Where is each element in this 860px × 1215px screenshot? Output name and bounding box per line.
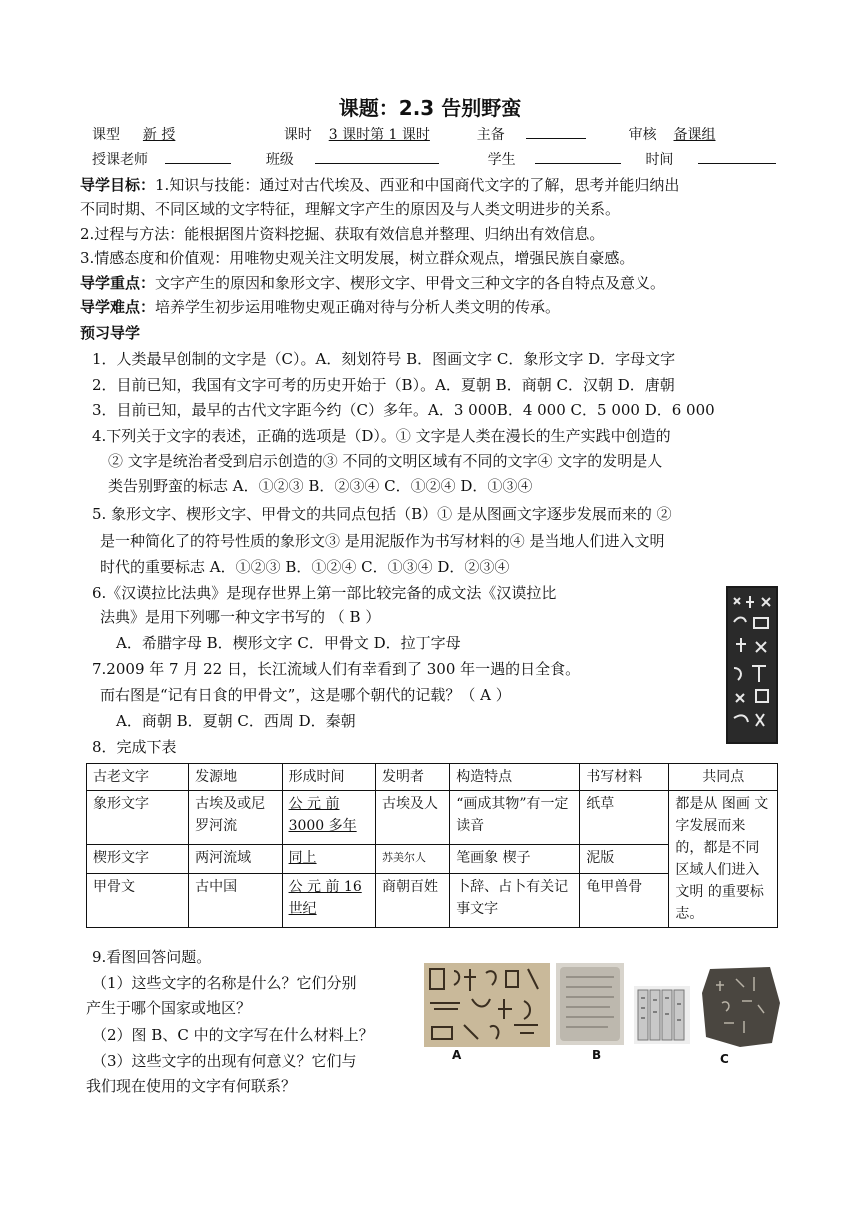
period-label: 课时 — [283, 127, 312, 143]
question-3: 3．目前已知，最早的古代文字距今约（C）多年。A．3 000B．4 000 C．5 000 D．6 000 — [92, 401, 715, 419]
table-header-cell: 形成时间 — [282, 764, 375, 791]
table-cell: 同上 — [282, 844, 375, 874]
question-7-line-1: 7.2009 年 7 月 22 日，长江流域人们有幸看到了 300 年一遇的日全食。 — [92, 660, 581, 678]
table-cell: 苏美尔人 — [376, 844, 450, 874]
question-7-line-2: 而右图是“记有日食的甲骨文”，这是哪个朝代的记载？（ A ） — [100, 686, 511, 704]
question-4-line-1: 4.下列关于文字的表述，正确的选项是（D）。① 文字是人类在漫长的生产实践中创造的 — [92, 427, 671, 445]
common-features-cell: 都是从 图画 文字发展而来的，都是不同区域人们进入 文明 的重要标志。 — [669, 791, 778, 928]
image-caption-a: A — [452, 1048, 462, 1062]
question-5-line-2: 是一种简化了的符号性质的象形文③ 是用泥版作为书写材料的④ 是当地人们进入文明 — [100, 532, 665, 550]
question-6-line-3: A．希腊字母 B．楔形文字 C．甲骨文 D．拉丁字母 — [116, 634, 461, 652]
question-8: 8．完成下表 — [92, 738, 177, 756]
review-label: 审核 — [628, 127, 657, 143]
oracle-bone-image — [726, 586, 778, 744]
meta-row-1 — [92, 124, 716, 144]
preview-heading: 预习导学 — [80, 324, 141, 342]
table-header-row — [87, 764, 778, 791]
table-cell: 古埃及人 — [376, 791, 450, 845]
table-header-cell: 书写材料 — [580, 764, 669, 791]
image-caption-c: C — [720, 1052, 729, 1066]
table-cell: 龟甲兽骨 — [580, 874, 669, 928]
clay-tablet-image — [556, 963, 624, 1045]
question-6-line-2: 法典》是用下列哪一种文字书写的 （ B ） — [100, 608, 381, 626]
class-blank[interactable] — [315, 149, 439, 164]
teacher-label: 授课老师 — [92, 152, 148, 168]
goals-label: 导学目标： — [80, 176, 156, 194]
goals-text-1: 1.知识与技能：通过对古代埃及、西亚和中国商代文字的了解，思考并能归纳出 — [155, 176, 680, 194]
question-9-line-2: 产生于哪个国家或地区？ — [86, 999, 252, 1017]
inscribed-slips-image — [634, 986, 690, 1044]
student-label: 学生 — [487, 152, 516, 168]
meta-row-2 — [92, 149, 776, 169]
class-label: 班级 — [265, 152, 294, 168]
type-label: 课型 — [92, 127, 120, 143]
period-value: 3 课时第 1 课时 — [328, 127, 430, 143]
table-cell: 古埃及或尼罗河流 — [189, 791, 282, 845]
goals-line-1 — [80, 174, 780, 197]
hieroglyph-image — [424, 963, 550, 1047]
question-2: 2．目前已知，我国有文字可考的历史开始于（B）。A．夏朝 B．商朝 C．汉朝 D．唐朝 — [92, 376, 675, 394]
question-4-line-3: 类告别野蛮的标志 A．①②③ B．②③④ C．①②④ D．①③④ — [108, 477, 533, 495]
difficulties — [80, 296, 780, 319]
difficulties-text: 培养学生初步运用唯物史观正确对待与分析人类文明的传承。 — [155, 298, 561, 316]
question-5-line-1: 5. 象形文字、楔形文字、甲骨文的共同点包括（B）① 是从图画文字逐步发展而来的 ② — [92, 505, 672, 523]
question-1: 1．人类最早创制的文字是（C）。A．刻划符号 B．图画文字 C．象形文字 D．字母文字 — [92, 350, 676, 368]
table-header-cell: 共同点 — [669, 764, 778, 791]
table-cell: 楔形文字 — [87, 844, 189, 874]
time-blank[interactable] — [698, 149, 776, 164]
lead-blank[interactable] — [526, 124, 586, 139]
student-blank[interactable] — [535, 149, 621, 164]
table-header-cell: 古老文字 — [87, 764, 189, 791]
question-9-line-1: （1）这些文字的名称是什么？它们分别 — [92, 974, 357, 992]
question-5-line-3: 时代的重要标志 A．①②③ B．①②④ C．①③④ D．②③④ — [100, 558, 510, 576]
table-cell: 商朝百姓 — [376, 874, 450, 928]
goals-line-2: 不同时期、不同区域的文字特征，理解文字产生的原因及与人类文明进步的关系。 — [80, 200, 621, 218]
page-title: 课题：2.3 告别野蛮 — [338, 96, 522, 120]
key-points — [80, 272, 780, 295]
question-9-line-3: （2）图 B、C 中的文字写在什么材料上？ — [92, 1026, 374, 1044]
table-cell: 纸草 — [580, 791, 669, 845]
table-header-cell: 发源地 — [189, 764, 282, 791]
table-row — [87, 791, 778, 845]
oracle-bone-shell-image — [700, 963, 782, 1049]
question-9-heading: 9.看图回答问题。 — [92, 948, 212, 966]
table-cell: 笔画象 楔子 — [450, 844, 580, 874]
question-4-line-2: ② 文字是统治者受到启示创造的③ 不同的文明区域有不同的文字④ 文字的发明是人 — [108, 452, 663, 470]
goals-line-3: 2.过程与方法：能根据图片资料挖掘、获取有效信息并整理、归纳出有效信息。 — [80, 225, 605, 243]
table-cell: 卜辞、占卜有关记事文字 — [450, 874, 580, 928]
lead-label: 主备 — [476, 127, 505, 143]
table-cell: 公 元 前 3000 多年 — [282, 791, 375, 845]
table-header-cell: 发明者 — [376, 764, 450, 791]
review-value: 备课组 — [673, 127, 716, 143]
type-value: 新 授 — [142, 127, 176, 143]
question-9-line-4: （3）这些文字的出现有何意义？它们与 — [92, 1052, 357, 1070]
table-cell: 古中国 — [189, 874, 282, 928]
writing-systems-table — [86, 763, 778, 928]
goals-line-4: 3.情感态度和价值观：用唯物史观关注文明发展，树立群众观点，增强民族自豪感。 — [80, 249, 635, 267]
table-cell: 两河流域 — [189, 844, 282, 874]
difficulties-label: 导学难点： — [80, 298, 156, 316]
table-cell: 象形文字 — [87, 791, 189, 845]
table-cell: “画成其物”有一定读音 — [450, 791, 580, 845]
key-points-label: 导学重点： — [80, 274, 156, 292]
table-cell: 泥版 — [580, 844, 669, 874]
question-6-line-1: 6.《汉谟拉比法典》是现存世界上第一部比较完备的成文法《汉谟拉比 — [92, 584, 557, 602]
teacher-blank[interactable] — [165, 149, 231, 164]
table-cell: 公 元 前 16 世纪 — [282, 874, 375, 928]
question-7-line-3: A．商朝 B．夏朝 C．西周 D．秦朝 — [116, 712, 356, 730]
image-caption-b: B — [592, 1048, 602, 1062]
table-cell: 甲骨文 — [87, 874, 189, 928]
key-points-text: 文字产生的原因和象形文字、楔形文字、甲骨文三种文字的各自特点及意义。 — [155, 274, 666, 292]
time-label: 时间 — [645, 152, 674, 168]
question-9-line-5: 我们现在使用的文字有何联系？ — [86, 1077, 297, 1095]
table-header-cell: 构造特点 — [450, 764, 580, 791]
